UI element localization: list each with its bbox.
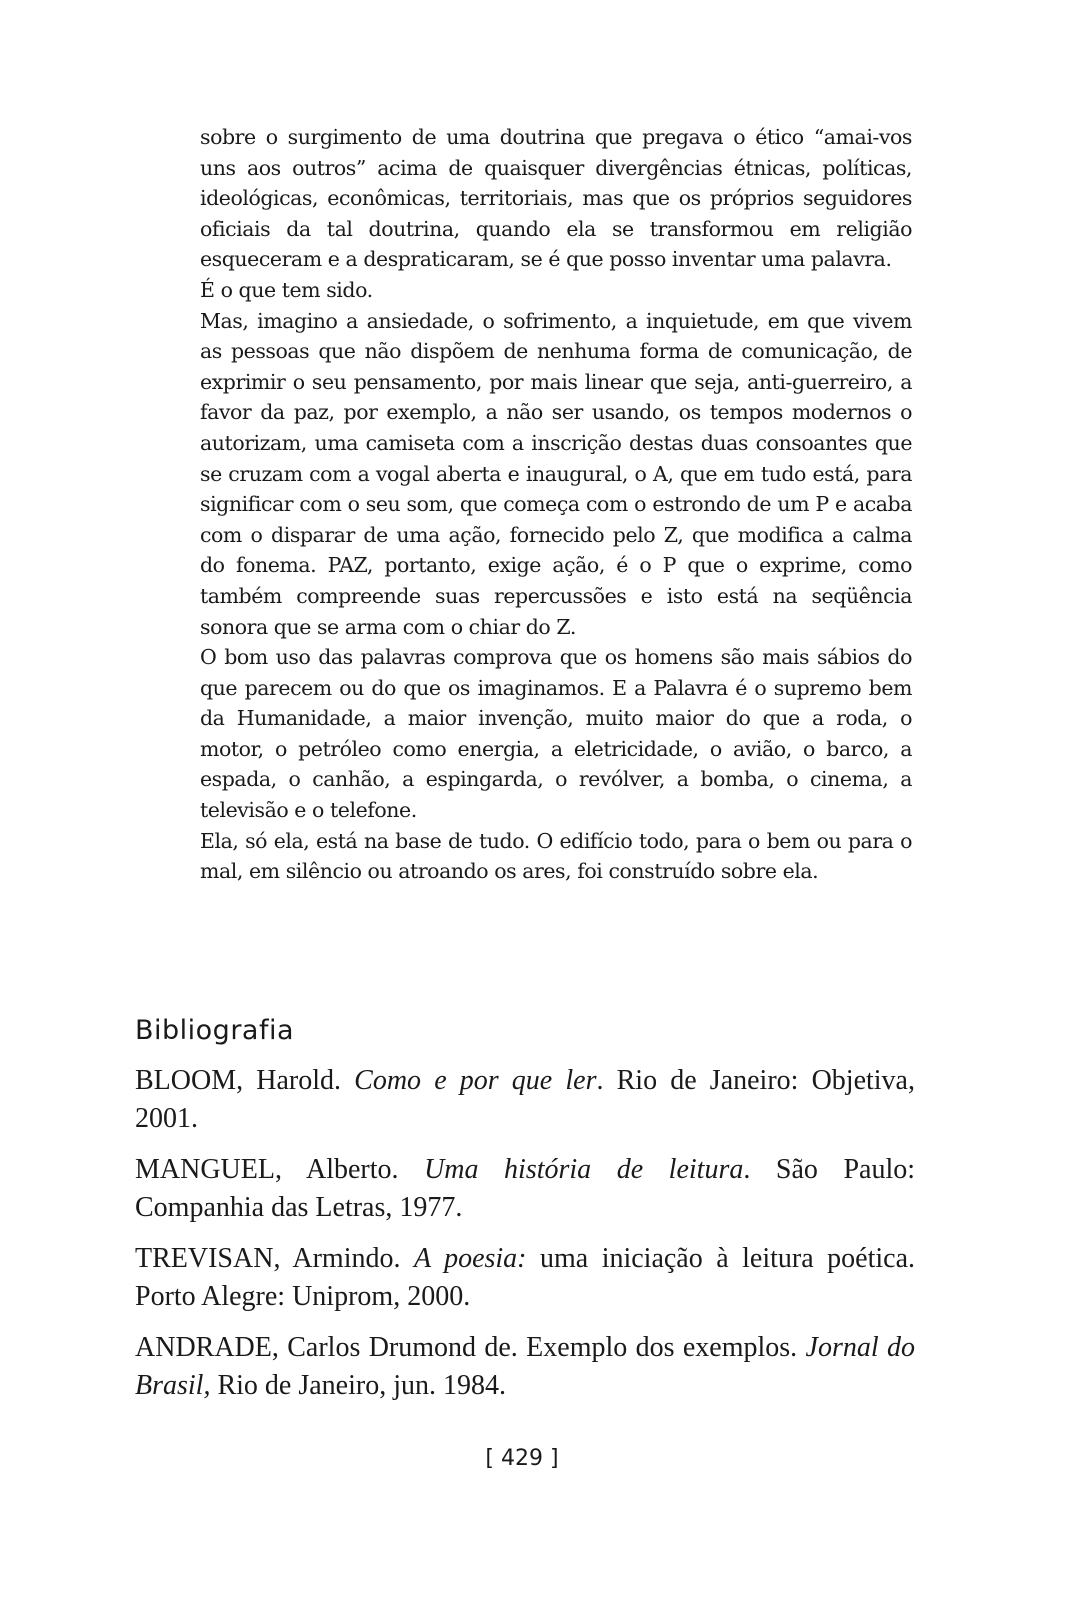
paragraph: É o que tem sido. bbox=[200, 277, 373, 302]
entry-publication: Rio de Janeiro, jun. 1984. bbox=[210, 1370, 506, 1401]
paragraph: O bom uso das palavras comprova que os homens são mais sábios do que parecem ou do que os imaginamos. E a Palavra é o supremo bem da Humanidade, a maior invenção, muito maior do que a roda, o motor, o petróleo como energia, a eletricidade, o avião, o barco, a espada, o canhão, a espingarda, o revólver, a bomba, o cinema, a televisão e o telefone. bbox=[200, 645, 912, 823]
bibliography-entry bbox=[135, 1240, 915, 1316]
entry-author: MANGUEL, Alberto. bbox=[135, 1154, 425, 1185]
entry-title: Como e por que ler bbox=[354, 1065, 597, 1096]
entry-title: Jornal do Brasil, bbox=[135, 1332, 915, 1401]
entry-author: BLOOM, Harold. bbox=[135, 1065, 355, 1096]
entry-author: TREVISAN, Armindo. bbox=[135, 1243, 414, 1274]
entry-publication: . São Paulo: Companhia das Letras, 1977. bbox=[135, 1154, 915, 1223]
entry-publication: uma iniciação à leitura poética. Porto Alegre: Uniprom, 2000. bbox=[135, 1243, 915, 1312]
bibliography-entry bbox=[135, 1329, 915, 1405]
bibliography-entry bbox=[135, 1062, 915, 1138]
paragraph: Ela, só ela, está na base de tudo. O edifício todo, para o bem ou para o mal, em silêncio ou atroando os ares, foi construído sobre ela. bbox=[200, 828, 912, 884]
paragraph: sobre o surgimento de uma doutrina que pregava o ético “amai-vos uns aos outros” acima de quaisquer divergências étnicas, políticas, ideológicas, econômicas, territoriais, mas que os próprios seguidores oficiais da tal doutrina, quando ela se transformou em religião esqueceram e a despraticaram, se é que posso inventar uma palavra. bbox=[200, 125, 912, 272]
bibliography-list bbox=[135, 1062, 915, 1418]
page-number: [ 429 ] bbox=[485, 1446, 559, 1471]
body-text bbox=[200, 122, 912, 887]
paragraph: Mas, imagino a ansiedade, o sofrimento, a inquietude, em que vivem as pessoas que não dispõem de nenhuma forma de comunicação, de exprimir o seu pensamento, por mais linear que seja, anti-guerreiro, a favor da paz, por exemplo, a não ser usando, os tempos modernos o autorizam, uma camiseta com a inscrição destas duas consoantes que se cruzam com a vogal aberta e inaugural, o A, que em tudo está, para significar com o seu som, que começa com o estrondo de um P e acaba com o disparar de uma ação, fornecido pelo Z, que modifica a calma do fonema. PAZ, portanto, exige ação, é o P que o exprime, como também compreende suas repercussões e isto está na seqüência sonora que se arma com o chiar do Z. bbox=[200, 308, 912, 639]
entry-author: ANDRADE, Carlos Drumond de. Exemplo dos exemplos. bbox=[135, 1332, 806, 1363]
entry-title: Uma história de leitura bbox=[424, 1154, 744, 1185]
entry-title: A poesia: bbox=[413, 1243, 527, 1274]
entry-publication: . Rio de Janeiro: Objetiva, 2001. bbox=[135, 1065, 915, 1134]
bibliography-entry bbox=[135, 1151, 915, 1227]
bibliography-heading: Bibliografia bbox=[135, 1015, 295, 1046]
